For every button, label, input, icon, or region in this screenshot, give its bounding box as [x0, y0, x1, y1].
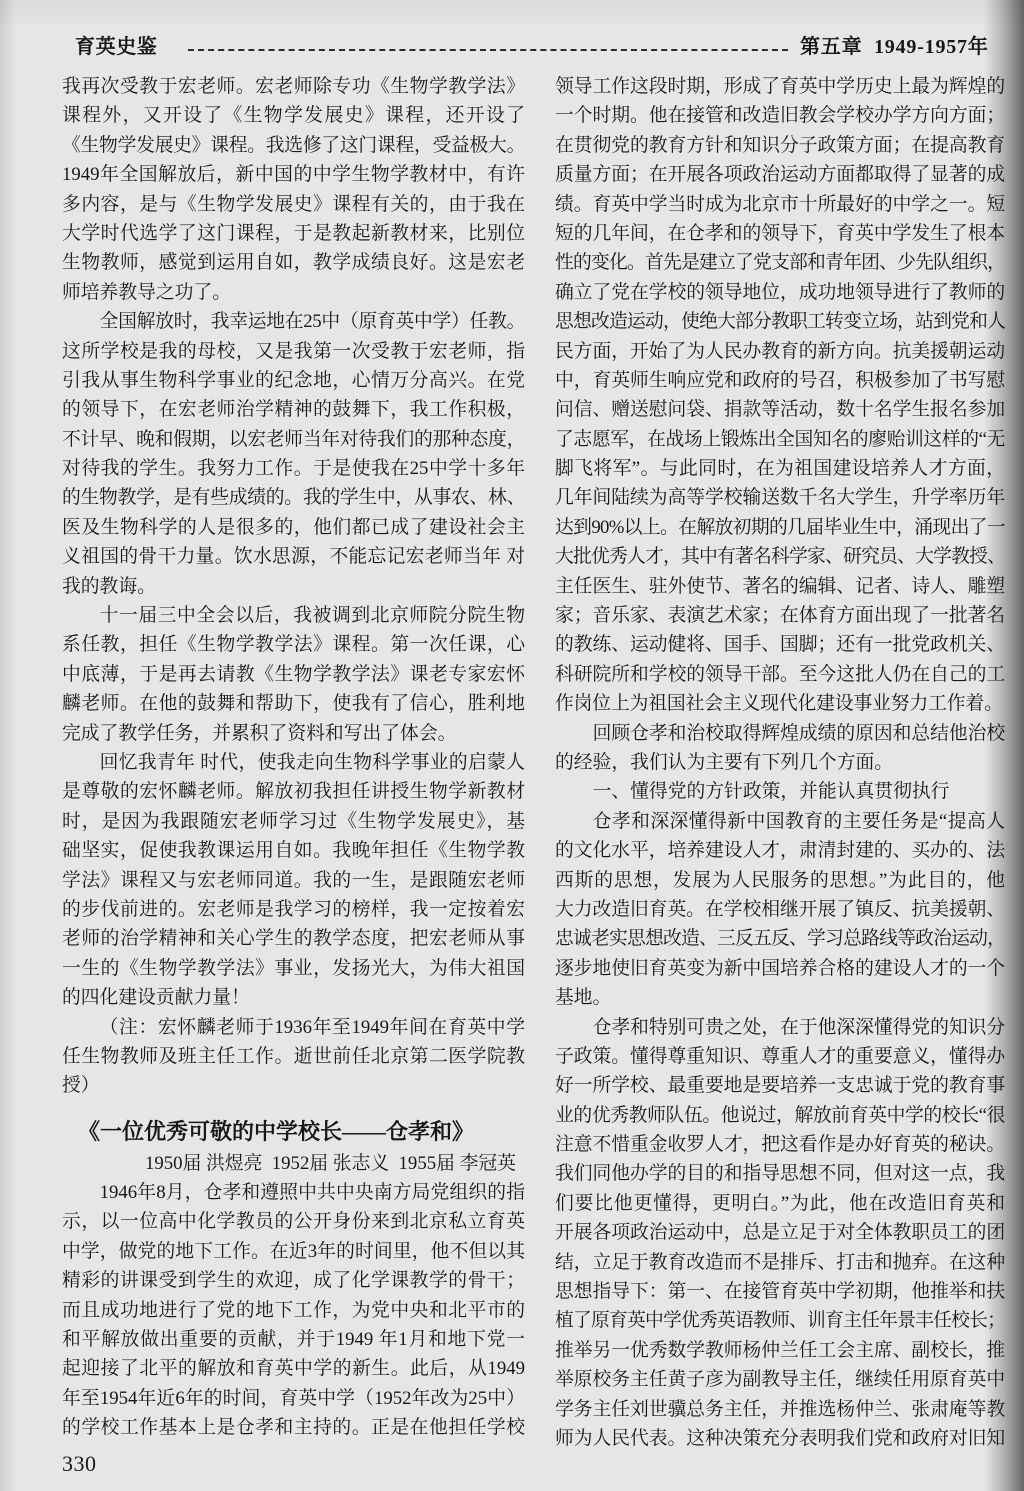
text-line: 问信、赠送慰问袋、捐款等活动，数十名学生报名参加 [555, 399, 1005, 421]
text-line: 这所学校是我的母校，又是我第一次受教于宏老师，指 [62, 340, 525, 362]
text-line: 老师的治学精神和关心学生的教学态度，把宏老师从事 [62, 928, 525, 950]
article-byline [62, 1149, 525, 1178]
text-line: 医及生物科学的人是很多的，他们都已成了建设社会主 [62, 516, 525, 538]
text-line: 结，立足于教育改造而不是排斥、打击和抛弃。在这种 [555, 1251, 1005, 1273]
text-line: 西斯的思想，发展为人民服务的思想。”为此目的，他 [555, 869, 1005, 891]
text-line: 多内容，是与《生物学发展史》课程有关的，由于我在 [62, 193, 525, 215]
text-line: 年至1954年近6年的时间，育英中学（1952年改为25中） [62, 1387, 525, 1409]
text-line: 科研院所和学校的领导干部。至今这批人仍在自己的工 [555, 663, 1005, 685]
text-line: 起迎接了北平的解放和育英中学的新生。此后，从1949 [62, 1358, 525, 1380]
text-line: 我的教诲。 [62, 575, 156, 597]
text-line: 确立了党在学校的领导地位，成功地领导进行了教师的 [555, 281, 1005, 303]
text-line: 学法》课程又与宏老师同道。我的一生，是跟随宏老师 [62, 869, 525, 891]
text-line: 质量方面；在开展各项政治运动方面都取得了显著的成 [555, 164, 1005, 186]
paragraph [62, 307, 525, 601]
text-line: 的教练、运动健将、国手、国脚；还有一批党政机关、 [555, 634, 1005, 656]
text-line: 主任医生、驻外使节、著名的编辑、记者、诗人、雕塑 [555, 575, 1005, 597]
text-line: 大学时代选学了这门课程，于是教起新教材来，比别位 [62, 222, 525, 244]
article-title [62, 1115, 525, 1149]
text-line: 领导工作这段时期，形成了育英中学历史上最为辉煌的 [555, 76, 1005, 97]
text-line: 示，以一位高中化学教员的公开身份来到北京私立育英 [62, 1211, 525, 1233]
text-line: 而且成功地进行了党的地下工作，为党中央和北平市的 [62, 1299, 525, 1321]
running-head-chapter: 第五章 1949-1957年 [800, 36, 989, 58]
text-line: 仓孝和深深懂得新中国教育的主要任务是“提高人 [592, 810, 1005, 832]
text-line: 完成了教学任务，并累积了资料和写出了体会。 [62, 722, 457, 744]
text-line: 植了原育英中学优秀英语教师、训育主任年景丰任校长； [555, 1310, 1005, 1332]
text-line: 基地。 [555, 987, 612, 1009]
text-line: 义祖国的骨干力量。饮水思源，不能忘记宏老师当年 对 [62, 546, 525, 568]
article-byline-text: 1950届 洪煜亮 1952届 张志义 1955届 李冠英 [145, 1152, 516, 1174]
text-line: 子政策。懂得尊重知识、尊重人才的重要意义，懂得办 [555, 1045, 1005, 1067]
text-line: 对待我的学生。我努力工作。于是使我在25中学十多年 [62, 458, 525, 480]
text-line: 绩。育英中学当时成为北京市十所最好的中学之一。短 [555, 193, 1005, 215]
text-line: 是尊敬的宏怀麟老师。解放初我担任讲授生物学新教材 [62, 781, 525, 803]
text-line: 在贯彻党的教育方针和知识分子政策方面；在提高教育 [555, 134, 1005, 156]
running-head-book-title: 育英史鉴 [75, 36, 158, 58]
text-line: 开展各项政治运动中，总是立足于对全体教职员工的团 [555, 1222, 1005, 1244]
text-line: 逐步地使旧育英变为新中国培养合格的建设人才的一个 [555, 957, 1005, 979]
text-line: 短的几年间，在仓孝和的领导下，育英中学发生了根本 [555, 222, 1005, 244]
text-line: 大批优秀人才，其中有著名科学家、研究员、大学教授、 [555, 546, 1005, 568]
text-line: 《生物学发展史》课程。我选修了这门课程，受益极大。 [62, 134, 525, 156]
text-line: 师培养教导之功了。 [62, 281, 232, 303]
text-line: 中，育英师生响应党和政府的号召，积极参加了书写慰 [555, 369, 1005, 391]
section-heading [555, 777, 1005, 806]
text-line: 引我从事生物科学事业的纪念地，心情万分高兴。在党 [62, 369, 525, 391]
text-line: （注：宏怀麟老师于1936年至1949年间在育英中学 [99, 1016, 525, 1038]
text-line: 生物教师，感觉到运用自如，教学成绩良好。这是宏老 [62, 252, 525, 274]
text-line: 全国解放时，我幸运地在25中（原育英中学）任教。 [99, 311, 525, 333]
paragraph [555, 807, 1005, 1013]
text-line: 的四化建设贡献力量！ [62, 987, 250, 1009]
text-line: 性的变化。首先是建立了党支部和青年团、少先队组织， [555, 252, 1005, 274]
text-line: 业的优秀教师队伍。他说过，解放前育英中学的校长“很 [555, 1104, 1005, 1126]
paragraph [555, 1013, 1005, 1454]
paragraph [62, 72, 525, 307]
text-line: 精彩的讲课受到学生的欢迎，成了化学课教学的骨干； [62, 1270, 525, 1292]
text-line: 课程外，又开设了《生物学发展史》课程，还开设了 [62, 105, 525, 127]
paragraph [62, 601, 525, 748]
text-line: 了志愿军，在战场上锻炼出全国知名的廖贻训这样的“无 [555, 428, 1005, 450]
article-title-text: 《一位优秀可敬的中学校长——仓孝和》 [78, 1118, 475, 1144]
text-line: 不计早、晚和假期，以宏老师当年对待我们的那种态度， [62, 428, 525, 450]
running-head-dashed-rule [188, 49, 788, 51]
text-line: 达到90%以上。在解放初期的几届毕业生中，涌现出了一 [555, 516, 1005, 538]
paragraph [555, 719, 1005, 778]
paragraph [555, 72, 1005, 719]
text-line: 系任教，担任《生物学教学法》课程。第一次任课，心 [62, 634, 525, 656]
text-line: 注意不惜重金收罗人才，把这看作是办好育英的秘诀。 [555, 1134, 1005, 1156]
section-heading-text: 一、懂得党的方针政策，并能认真贯彻执行 [592, 781, 950, 803]
text-line: 学务主任刘世骥总务主任，并推选杨仲兰、张肃庵等教 [555, 1398, 1005, 1420]
text-line: 时，是因为我跟随宏老师学习过《生物学发展史》，基 [62, 810, 525, 832]
text-line: 回忆我青年 时代，使我走向生物科学事业的启蒙人 [99, 751, 525, 773]
text-line: 思想改造运动，使绝大部分教职工转变立场，站到党和人 [555, 311, 1005, 333]
text-line: 础坚实，促使我教课运用自如。我晚年担任《生物学教 [62, 840, 525, 862]
text-line: 家；音乐家、表演艺术家；在体育方面出现了一批著名 [555, 605, 1005, 627]
text-line: 麟老师。在他的鼓舞和帮助下，使我有了信心，胜利地 [62, 693, 525, 715]
text-line: 的经验，我们认为主要有下列几个方面。 [555, 751, 894, 773]
text-line: 中学，做党的地下工作。在近3年的时间里，他不但以其 [62, 1240, 525, 1262]
text-line: 师为人民代表。这种决策充分表明我们党和政府对旧知 [555, 1427, 1005, 1449]
text-line: 仓孝和特别可贵之处，在于他深深懂得党的知识分 [592, 1016, 1005, 1038]
text-line: 的文化水平，培养建设人才，肃清封建的、买办的、法 [555, 840, 1005, 862]
text-line: 授） [62, 1075, 100, 1097]
text-line: 忠诚老实思想改造、三反五反、学习总路线等政治运动， [555, 928, 1005, 950]
text-line: 1946年8月，仓孝和遵照中共中央南方局党组织的指 [99, 1182, 525, 1204]
text-line: 好一所学校、最重要地是要培养一支忠诚于党的教育事 [555, 1075, 1005, 1097]
text-line: 思想指导下：第一、在接管育英中学初期，他推举和扶 [555, 1281, 1005, 1303]
left-column [62, 72, 525, 1443]
right-column [555, 72, 1005, 1453]
text-line: 一生的《生物学教学法》事业，发扬光大，为伟大祖国 [62, 957, 525, 979]
text-line: 十一届三中全会以后，我被调到北京师院分院生物 [99, 605, 525, 627]
text-line: 和平解放做出重要的贡献，并于1949 年1月和地下党一 [62, 1329, 525, 1351]
paragraph [62, 1178, 525, 1443]
text-line: 的步伐前进的。宏老师是我学习的榜样，我一定按着宏 [62, 898, 525, 920]
text-line: 脚飞将军”。与此同时，在为祖国建设培养人才方面， [555, 458, 1005, 480]
text-line: 我们同他办学的目的和指导思想不同，但对这一点，我 [555, 1163, 1005, 1185]
text-line: 中底薄，于是再去请教《生物学教学法》课老专家宏怀 [62, 663, 525, 685]
text-line: 作岗位上为祖国社会主义现代化建设事业努力工作着。 [555, 693, 1003, 715]
text-line: 几年间陆续为高等学校输送数千名大学生，升学率历年 [555, 487, 1005, 509]
text-line: 举原校务主任黄子彦为副教导主任，继续任用原育英中 [555, 1369, 1005, 1391]
paragraph [62, 748, 525, 1013]
text-line: 任生物教师及班主任工作。逝世前任北京第二医学院教 [62, 1045, 525, 1067]
text-line: 的学校工作基本上是仓孝和主持的。正是在他担任学校 [62, 1417, 525, 1439]
text-line: 我再次受教于宏老师。宏老师除专功《生物学教学法》 [62, 76, 525, 97]
text-line: 的领导下，在宏老师治学精神的鼓舞下，我工作积极， [62, 399, 525, 421]
text-line: 大力改造旧育英。在学校相继开展了镇反、抗美援朝、 [555, 898, 1005, 920]
text-line: 一个时期。他在接管和改造旧教会学校办学方向方面； [555, 105, 1005, 127]
page-number: 330 [62, 1451, 97, 1476]
text-line: 民方面，开始了为人民办教育的新方向。抗美援朝运动 [555, 340, 1005, 362]
text-line: 1949年全国解放后，新中国的中学生物学教材中，有许 [62, 164, 525, 186]
text-line: 们要比他更懂得，更明白。”为此，他在改造旧育英和 [555, 1192, 1005, 1214]
text-line: 推举另一优秀数学教师杨仲兰任工会主席、副校长，推 [555, 1339, 1005, 1361]
text-line: 回顾仓孝和治校取得辉煌成绩的原因和总结他治校 [592, 722, 1005, 744]
author-note [62, 1013, 525, 1101]
text-line: 的生物教学，是有些成绩的。我的学生中，从事农、林、 [62, 487, 525, 509]
